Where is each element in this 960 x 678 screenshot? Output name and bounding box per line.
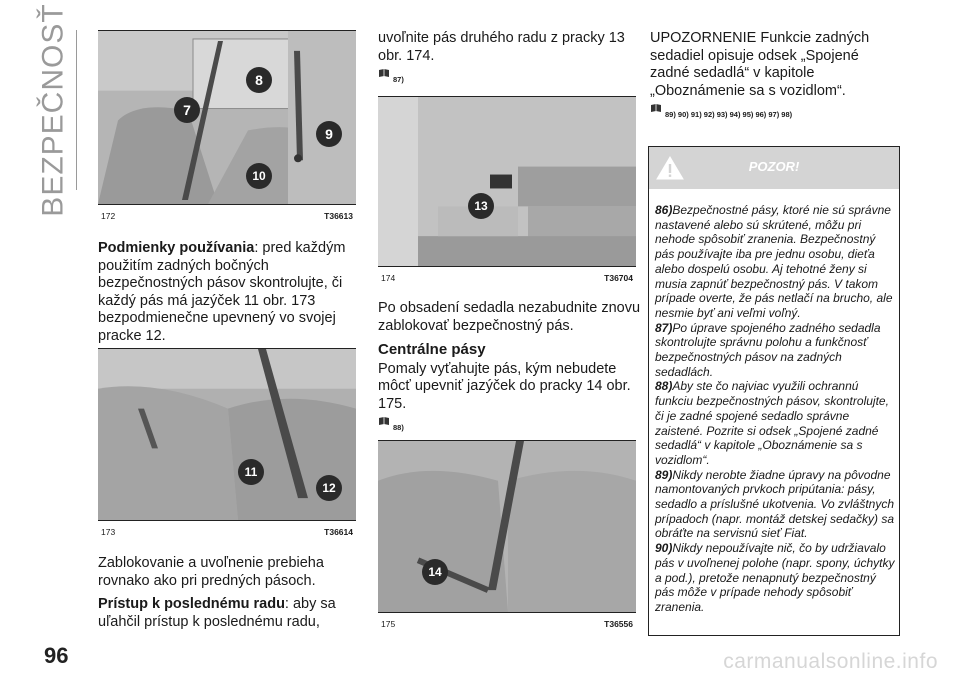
warning-box bbox=[648, 146, 900, 636]
section-title: BEZPEČNOSŤ bbox=[37, 3, 70, 217]
figure-175 bbox=[378, 440, 636, 632]
figure-172-caption bbox=[98, 204, 356, 224]
figure-number: 174 bbox=[381, 273, 396, 283]
callout-12: 12 bbox=[316, 475, 342, 501]
warning-item: 86)Bezpečnostné pásy, ktoré nie sú správne nastavené alebo sú skrútené, môžu pri nehode spôsobiť zranenia. Bezpečnostný pás používajte iba pre jednu osobu, dieťa alebo dospelú osobu. Aj tehotné ženy si musia zapnúť bezpečnostný pás. V takom prípade overte, že pás netlačí na brucho, ale nesmie byť ani veľmi voľný. bbox=[655, 203, 893, 320]
figure-174 bbox=[378, 96, 636, 286]
warning-item: 88)Aby ste čo najviac využili ochrannú funkciu bezpečnostných pásov, skontrolujte, či je zadné spojené sedadlo správne zaistené. Pozrite si odsek „Spojené zadné sedadlá“ v kapitole „Oboznámenie sa s vozidlom“. bbox=[655, 379, 889, 467]
warning-body bbox=[655, 203, 895, 615]
figure-174-photo bbox=[378, 97, 636, 266]
figure-number: 175 bbox=[381, 619, 396, 629]
col2-paragraph-1: uvoľnite pás druhého radu z pracky 13 obr. 174. 87) bbox=[378, 30, 640, 89]
warning-item: 89)Nikdy nerobte žiadne úpravy na pôvodne namontovaných prvkoch pripútania: pásy, sedadlo a príslušné ukotvenia. Vo zvláštnych prípadoch (napr. montáž detskej sedačky) sa obráťte na servisnú sieť Fiat. bbox=[655, 467, 895, 541]
book-icon bbox=[378, 416, 390, 426]
col2-paragraph-2: Po obsadení sedadla nezabudnite znovu zablokovať bezpečnostný pás. Centrálne pásy Pomaly vyťahujte pás, kým nebudete môcť upevniť jazýček do pracky 14 obr. 175. 88) bbox=[378, 300, 640, 437]
figure-175-photo bbox=[378, 441, 636, 612]
callout-13: 13 bbox=[468, 193, 494, 219]
figure-code: T36613 bbox=[324, 211, 353, 221]
col1-paragraph-1: Podmienky používania: pred každým použitím zadných bočných bezpečnostných pásov skontrolujte, či každý pás má jazýček 11 obr. 173 bezpodmienečne upevnený vo svojej pracke 12. bbox=[98, 240, 346, 344]
col3-paragraph-1: UPOZORNENIE Funkcie zadných sedadiel opisuje odsek „Spojené zadné sedadlá“ v kapitole „Oboznámenie sa s vozidlom“. 89) 90) 91) 92) 93) 94) 95) 96) 97) 98) bbox=[650, 30, 902, 124]
figure-174-caption bbox=[378, 266, 636, 286]
callout-8: 8 bbox=[246, 67, 272, 93]
figure-code: T36614 bbox=[324, 527, 353, 537]
figure-code: T36556 bbox=[604, 619, 633, 629]
callout-7: 7 bbox=[174, 97, 200, 123]
watermark: carmanualsonline.info bbox=[723, 650, 938, 673]
book-icon bbox=[650, 103, 662, 113]
figure-172-photo bbox=[98, 31, 356, 204]
callout-9: 9 bbox=[316, 121, 342, 147]
figure-173-caption bbox=[98, 520, 356, 540]
note-references-89-98: 89) 90) 91) 92) 93) 94) 95) 96) 97) 98) bbox=[650, 103, 902, 124]
figure-number: 173 bbox=[101, 527, 116, 537]
callout-10: 10 bbox=[246, 163, 272, 189]
warning-item: 87)Po úprave spojeného zadného sedadla skontrolujte správnu polohu a funkčnosť bezpečnostných pásov na zadných sedadlách. bbox=[655, 320, 881, 379]
callout-14: 14 bbox=[422, 559, 448, 585]
warning-header bbox=[649, 147, 899, 189]
figure-172 bbox=[98, 30, 356, 224]
figure-175-caption bbox=[378, 612, 636, 632]
heading-central-belts: Centrálne pásy bbox=[378, 341, 486, 358]
figure-number: 172 bbox=[101, 211, 116, 221]
section-rule bbox=[76, 30, 77, 190]
figure-173 bbox=[98, 348, 356, 540]
warning-item: 90)Nikdy nepoužívajte nič, čo by udržiavalo pás v uvoľnenej polohe (napr. spony, úchytky a pod.), pretože nenapnutý bezpečnostný pás môže v prípade nehody spôsobiť zranenia. bbox=[655, 541, 895, 614]
page-number: 96 bbox=[44, 643, 69, 668]
figure-code: T36704 bbox=[604, 273, 633, 283]
note-reference-88: 88) bbox=[378, 416, 640, 437]
callout-11: 11 bbox=[238, 459, 264, 485]
warning-title: POZOR! bbox=[748, 159, 800, 174]
book-icon bbox=[378, 68, 390, 78]
col1-paragraph-2: Zablokovanie a uvoľnenie prebieha rovnako ako pri predných pásoch. Prístup k poslednému radu: aby sa uľahčil prístup k poslednému radu, bbox=[98, 555, 336, 630]
note-reference-87: 87) bbox=[378, 68, 640, 89]
